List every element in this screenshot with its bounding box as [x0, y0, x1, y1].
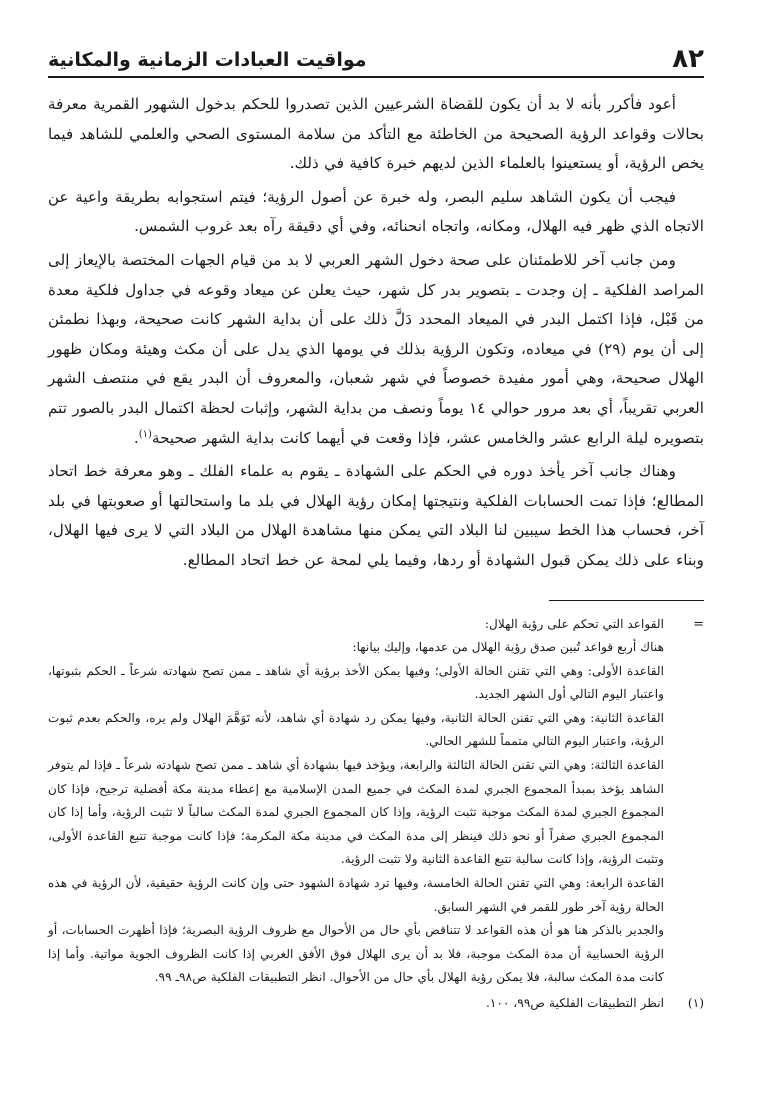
continuation-marker: =	[693, 616, 704, 632]
footnote-paragraph: القاعدة الأولى: وهي التي تقنن الحالة الأولى؛ وفيها يمكن الأخذ برؤية أي شاهد ـ ممن تصح شهادته شرعاً ـ الحكم بثبوتها، واعتبار اليوم التالي أول الشهر الجديد.	[48, 663, 664, 702]
footnote-1	[48, 992, 704, 1016]
page-header	[48, 38, 704, 72]
footnote-paragraph: القاعدة الثانية: وهي التي تقنن الحالة الثانية، وفيها يمكن رد شهادة أي شاهد، لأنه تَوَهَّمَ الهلال ولم يره، والحكم بعدم ثبوت الرؤية، واعتبار اليوم التالي متمماً للشهر الحالي.	[48, 710, 664, 749]
page-number: ٨٢	[672, 44, 704, 74]
footnote-number: (١)	[687, 996, 704, 1010]
footnote-text: انظر التطبيقات الفلكية ص٩٩، ١٠٠.	[485, 996, 664, 1010]
paragraph: فيجب أن يكون الشاهد سليم البصر، وله خبرة عن أصول الرؤية؛ فيتم استجوابه بطريقة واعية عن الاتجاه الذي ظهر فيه الهلال، ومكانه، واتجاه انحنائه، وفي أي دقيقة رآه بعد غروب الشمس.	[48, 187, 704, 236]
footnote-paragraph: القاعدة الرابعة: وهي التي تقنن الحالة الخامسة، وفيها ترد شهادة الشهود حتى وإن كانت الرؤية حقيقية، لأن الرؤية في هذه الحالة رؤية آخر طور للقمر في الشهر السابق.	[48, 876, 664, 914]
footnote-reference[interactable]: (١)	[138, 428, 152, 440]
paragraph: أعود فأكرر بأنه لا بد أن يكون للقضاة الشرعيين الذين تصدروا للحكم بدخول الشهور القمرية معرفة بحالات وقواعد الرؤية الصحيحة من الخاطئة مع التأكد من سلامة المستوى الصحي والعلمي للشاهد فيما يخص الرؤية، أو يستعينوا بالعلماء الذين لديهم خبرة كافية في ذلك.	[48, 95, 704, 173]
running-title: مواقيت العبادات الزمانية والمكانية	[48, 49, 367, 71]
paragraph: وهناك جانب آخر يأخذ دوره في الحكم على الشهادة ـ يقوم به علماء الفلك ـ وهو معرفة خط اتحاد المطالع؛ فإذا تمت الحسابات الفلكية ونتيجتها إمكان رؤية الهلال في بلد ما واستحالتها أو صعوبتها في بلد آخر، فحساب هذا الخط سيبين لنا البلاد التي يمكن منها مشاهدة الهلال من البلاد التي لا يرى فيها الهلال، وبناء على ذلك يمكن قبول الشهادة أو ردها، وفيما يلي لمحة عن خط اتحاد المطالع.	[48, 462, 704, 569]
footnote-paragraph: هناك أربع قواعد تُبين صدق رؤية الهلال من عدمها، وإليك بيانها:	[352, 640, 664, 655]
paragraph-end-mark: .	[133, 428, 139, 447]
main-text	[48, 90, 704, 576]
paragraph	[48, 246, 704, 453]
footnote-paragraph: القاعدة الثالثة: وهي التي تقنن الحالة الثالثة والرابعة، ويؤخذ فيها بشهادة أي شاهد ـ ممن تصح شهادته شرعاً ـ فإذا لم يتوفر الشاهد يؤخذ بمبدأ المجموع الجبري لمدة المكث في جميع المدن الإسلامية مع إعطاء مدينة مكة أفضلية ترجيح، فإذا كان المجموع الجبري لمدة المكث موجبة تثبت الرؤية، وإذا كان المجموع الجبري لمدة المكث سالباً لا تثبت الرؤية، وأما إذا كان المجموع الجبري صفراً أو نحو ذلك فينظر إلى مدة المكث في مدينة مكة المكرمة؛ فإذا كانت موجبة تتبع القاعدة الأولى، وتثبت الرؤية، وإذا كانت سالبة تتبع القاعدة الثانية ولا تثبت الرؤية.	[48, 758, 664, 867]
footnote-paragraph: والجدير بالذكر هنا هو أن هذه القواعد لا تتناقض بأي حال من الأحوال مع ظروف الرؤية البصرية؛ فإذا أظهرت الحسابات، أو الرؤية الحسابية أن مدة المكث موجبة، فلا بد أن يرى الهلال فوق الأفق الغربي إذا كانت الظروف الجوية مواتية. وأما إذا كانت مدة المكث سالبة، فلا يمكن رؤية الهلال بأي حال من الأحوال. انظر التطبيقات الفلكية ص٩٨ـ ٩٩.	[48, 923, 664, 985]
footnote-heading: القواعد التي تحكم على رؤية الهلال:	[484, 616, 664, 631]
header-rule	[48, 76, 704, 78]
paragraph-text: ومن جانب آخر للاطمئنان على صحة دخول الشهر العربي لا بد من قيام الجهات المختصة بالإيعاز إلى المراصد الفلكية ـ إن وجدت ـ بتصوير بدر كل شهر، حيث يعلن عن ميعاد وقوعه في جداول فلكية معدة من قَبْل، فإذا اكتمل البدر في الميعاد المحدد دَلَّ ذلك على أن بداية الشهر كانت صحيحة، وبهذا نطمئن إلى أن يوم (٢٩) في ميعاده، وتكون الرؤية بذلك في يومها الذي يدل على أن مكث وهيئة ومكان ظهور الهلال صحيحة، وهي أمور مفيدة خصوصاً في شهر شعبان، والمعروف أن البدر يقع في منتصف الشهر العربي تقريباً، أي بعد مرور حوالي ١٤ يوماً ونصف من بداية الشهر، وإثبات لحظة اكتمال البدر بالصور تتم بتصويره ليلة الرابع عشر والخامس عشر، فإذا وقعت في أيهما كانت بداية الشهر صحيحة	[48, 250, 704, 447]
continued-footnote	[48, 613, 704, 991]
footnote-separator	[549, 600, 704, 601]
footnotes	[48, 613, 704, 1016]
